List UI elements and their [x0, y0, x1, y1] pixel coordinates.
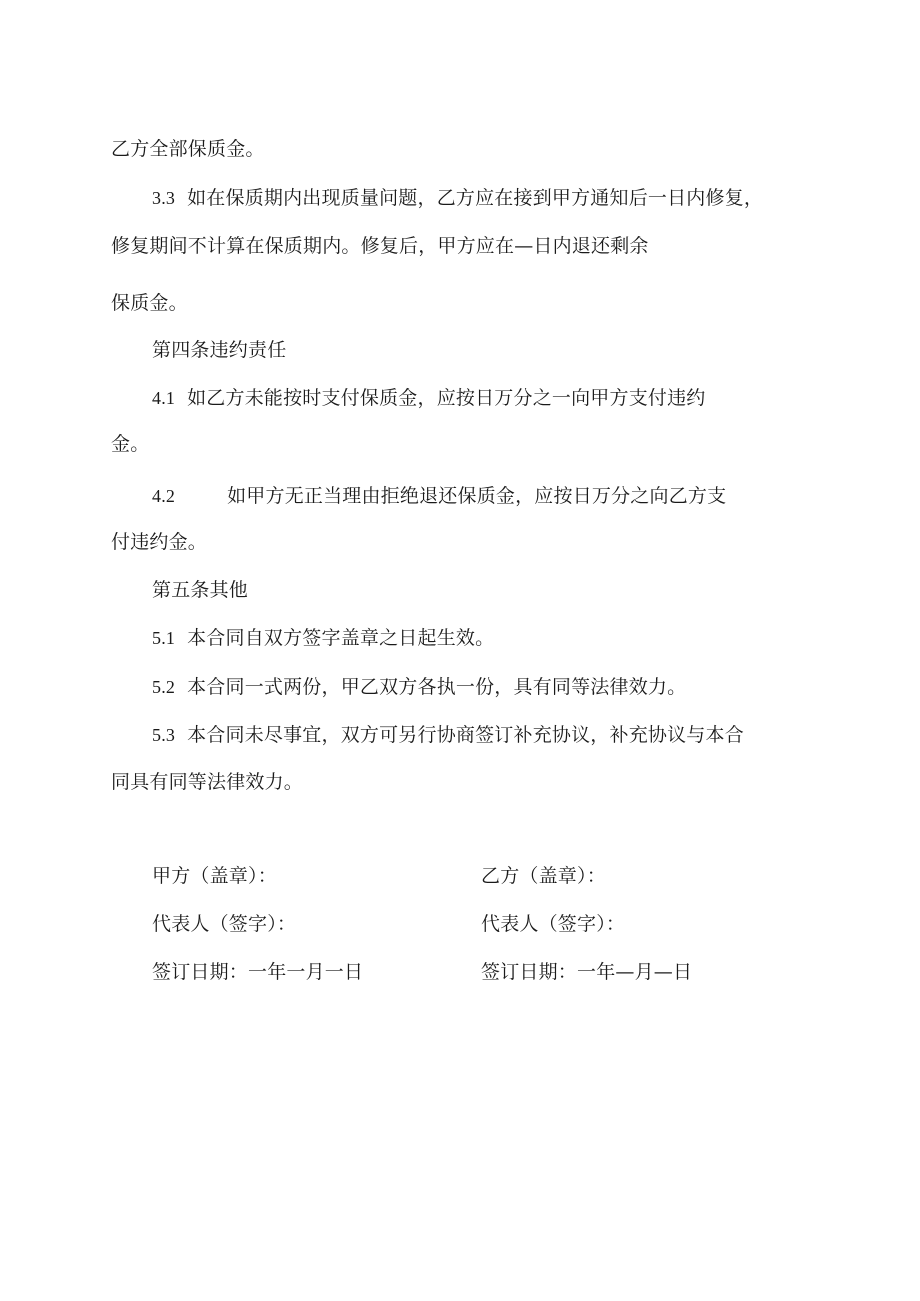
signature-label: 代表人（签字）：	[152, 913, 297, 935]
clause-number: 4.1	[152, 388, 176, 408]
clause-4-2	[152, 484, 726, 508]
clause-text: 本合同一式两份，甲乙双方各执一份，具有同等法律效力。	[187, 676, 687, 698]
clause-text: 同具有同等法律效力。	[111, 771, 304, 793]
clause-number: 5.3	[152, 725, 176, 745]
clause-3-3	[152, 186, 763, 210]
signature-label: 签订日期：一年一月一日	[152, 961, 364, 983]
party-a-seal	[152, 864, 277, 888]
party-b-representative	[481, 912, 625, 936]
clause-number: 5.1	[152, 628, 176, 648]
party-a-date	[152, 960, 363, 984]
party-b-date	[481, 960, 692, 984]
paragraph-text: 乙方全部保质金。	[111, 138, 265, 160]
clause-text: 修复期间不计算在保质期内。修复后，甲方应在—日内退还剩余	[111, 235, 649, 257]
signature-label: 乙方（盖章）：	[481, 865, 606, 887]
clause-4-1-end	[111, 432, 149, 456]
article-heading: 第四条违约责任	[152, 339, 287, 361]
signature-label: 代表人（签字）：	[481, 913, 626, 935]
article-5-title	[152, 578, 248, 602]
clause-4-1	[152, 386, 706, 410]
article-4-title	[152, 338, 286, 362]
clause-text: 如乙方未能按时支付保质金，应按日万分之一向甲方支付违约	[187, 387, 706, 409]
clause-text: 如甲方无正当理由拒绝退还保质金，应按日万分之向乙方支	[227, 485, 727, 507]
clause-5-1	[152, 626, 494, 650]
party-b-seal	[481, 864, 606, 888]
clause-text: 本合同未尽事宜，双方可另行协商签订补充协议，补充协议与本合	[187, 724, 744, 746]
clause-number: 4.2	[152, 486, 176, 506]
clause-5-3-end	[111, 770, 303, 794]
clause-text: 付违约金。	[111, 531, 208, 553]
clause-4-2-end	[111, 530, 207, 554]
paragraph-line	[111, 137, 265, 161]
clause-5-3	[152, 723, 744, 747]
article-heading: 第五条其他	[152, 579, 249, 601]
signature-label: 甲方（盖章）：	[152, 865, 277, 887]
clause-5-2	[152, 675, 686, 699]
clause-3-3-end	[111, 291, 188, 315]
clause-text: 金。	[111, 433, 150, 455]
party-a-representative	[152, 912, 296, 936]
clause-text: 如在保质期内出现质量问题，乙方应在接到甲方通知后一日内修复，	[187, 187, 764, 209]
signature-label: 签订日期：一年—月—日	[481, 961, 693, 983]
clause-text: 本合同自双方签字盖章之日起生效。	[187, 627, 495, 649]
clause-text: 保质金。	[111, 292, 188, 314]
clause-number: 5.2	[152, 677, 176, 697]
clause-number: 3.3	[152, 188, 176, 208]
clause-3-3-continued	[111, 234, 649, 258]
